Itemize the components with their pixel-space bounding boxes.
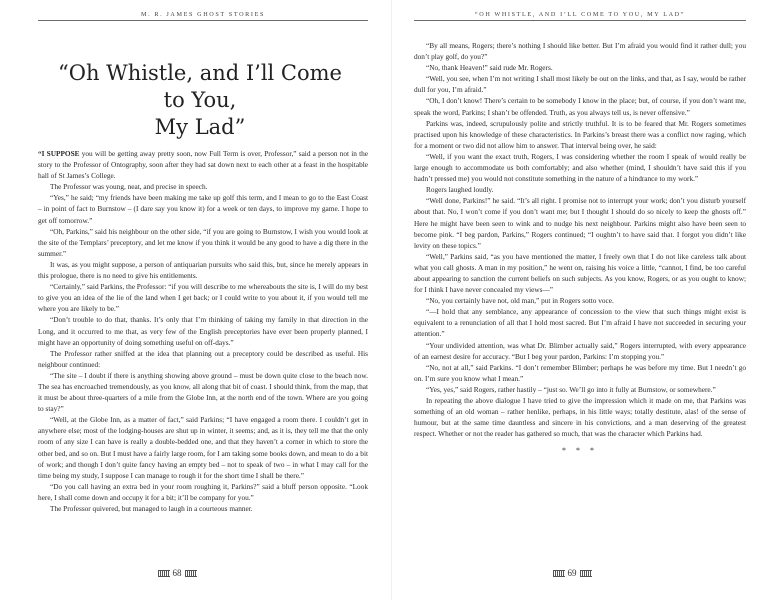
chapter-title-line-1: “Oh Whistle, and I’ll Come to You, (58, 61, 342, 113)
paragraph: “The site – I doubt if there is anything showing above ground – must be down quite close to the beach now. The sea has encroached tremendously, as you know, all along that bit of coast. I should think, from the map, that it must be about three-quarters of a mile from the Globe Inn, at the north end of the town. Where are you going to stay?” (38, 370, 368, 414)
paragraph: Rogers laughed loudly. (426, 185, 494, 195)
chapter-title (50, 60, 350, 141)
running-head-right: “OH WHISTLE, AND I’LL COME TO YOU, MY LAD” (474, 11, 686, 18)
right-body-text (414, 40, 746, 456)
folio-ornament-icon (580, 570, 592, 577)
paragraph: “Yes, yes,” said Rogers, rather hastily – “just so. We’ll go into it fully at Burnstow, or somewhere.” (426, 384, 716, 394)
right-page (392, 0, 784, 600)
paragraph: “Don’t trouble to do that, thanks. It’s only that I’m thinking of taking my family in that direction in the Long, and it occurred to me that, as very few of the English preceptories have ever been properly planned, I might have an opportunity of doing something useful on off-days.” (38, 315, 368, 347)
paragraph: The Professor quivered, but managed to laugh in a courteous manner. (50, 504, 253, 513)
paragraph: It was, as you might suppose, a person of antiquarian pursuits who said this, but, since he merely appears in this prologue, there is no need to give his entitlements. (38, 259, 368, 281)
section-break: * * * (562, 446, 598, 456)
header-rule-right (414, 20, 746, 21)
paragraph: The Professor rather sniffed at the idea that planning out a preceptory could be described as useful. His neighbour continued: (38, 348, 368, 369)
left-body-text (38, 148, 368, 514)
page-number-right: 69 (532, 568, 612, 578)
paragraph: “Well, at the Globe Inn, as a matter of fact,” said Parkins; “I have engaged a room there. I couldn’t get in anywhere else; most of the lodging-houses are shut up in winter, it seems; and, as it is, they tell me that the only room of any size I can have is really a double-bedded one, and that they haven’t a corner in which to store the other bed, and so on. But I must have a fairly large room, for I am taking some books down, and mean to do a bit of work; and though I don’t quite fancy having an empty bed – not to speak of two – in what I may call for the time being my study, I suppose I can manage to rough it for the short time I shall be there.” (38, 415, 368, 480)
folio-ornament-icon (158, 570, 170, 577)
paragraph: “No, you certainly have not, old man,” put in Rogers sotto voce. (426, 296, 614, 306)
chapter-title-line-2: My Lad” (154, 115, 246, 140)
paragraph: “I SUPPOSE you will be getting away pretty soon, now Full Term is over, Professor,” said a person not in the story to the Professor of Ontography, soon after they had sat down next to each other at a feast in the hospitable hall of St James’s College. (38, 149, 368, 181)
paragraph: “Your undivided attention, was what Dr. Blimber actually said,” Rogers interrupted, with every appearance of an earnest desire for accuracy. “But I beg your pardon, Parkins: I’m stopping you.” (414, 340, 746, 361)
paragraph: “No, not at all,” said Parkins. “I don’t remember Blimber; perhaps he was before my time. But I needn’t go on. I’m sure you know what I mean.” (414, 362, 746, 383)
folio-ornament-icon (185, 570, 197, 577)
paragraph: “Do you call having an extra bed in your room roughing it, Parkins?” said a bluff person opposite. “Look here, I shall come down and occupy it for a bit; it’ll be company for you.” (38, 481, 368, 502)
paragraph: Parkins was, indeed, scrupulously polite and strictly truthful. It is to be feared that Mr. Rogers sometimes practised upon his knowledge of these characteristics. In Parkins’s breast there was a conflict now raging, which for a moment or two did not allow him to answer. That interval being over, he said: (414, 118, 746, 150)
page-number-left: 68 (137, 568, 217, 578)
paragraph: “Certainly,” said Parkins, the Professor: “if you will describe to me whereabouts the site is, I will do my best to give you an idea of the lie of the land when I get back; or I could write to you about it, if you would tell me where you are likely to be.” (38, 282, 368, 314)
paragraph: The Professor was young, neat, and precise in speech. (50, 182, 208, 192)
paragraph: “By all means, Rogers; there’s nothing I should like better. But I’m afraid you would find it rather dull; you don’t play golf, do you?” (414, 41, 746, 62)
paragraph: “Oh, I don’t know! There’s certain to be somebody I know in the place; but, of course, if you don’t want me, speak the word, Parkins; I shan’t be offended. Truth, as you always tell us, is never offensive.” (414, 96, 746, 117)
paragraph: “—I hold that any semblance, any appearance of concession to the view that such things might exist is equivalent to a renunciation of all that I hold most sacred. But I’m afraid I have not succeeded in securing your attention.” (414, 307, 746, 339)
running-head-left: M. R. JAMES GHOST STORIES (140, 11, 265, 18)
opening-words: “I SUPPOSE (38, 149, 80, 158)
paragraph: “Well,” Parkins said, “as you have mentioned the matter, I freely own that I do not like careless talk about what you call ghosts. A man in my position,” he went on, raising his voice a little, “cannot, I find, be too careful about appearing to sanction the current beliefs on such subjects. As you know, Rogers, or as you ought to know; for I think I have never concealed my views—” (414, 251, 746, 295)
paragraph: “No, thank Heaven!” said rude Mr. Rogers. (426, 63, 553, 73)
folio-ornament-icon (553, 570, 565, 577)
paragraph: “Well, you see, when I’m not writing I shall most likely be out on the links, and that, as I say, would be rather dull for you, I’m afraid.” (414, 74, 746, 95)
paragraph: “Well done, Parkins!” he said. “It’s all right. I promise not to interrupt your work; don’t you disturb yourself about that. No, I won’t come if you don’t want me; but I thought I should do so nicely to keep the ghosts off.” Here he might have been seen to wink and to nudge his next neighbour. Parkins might also have been seen to become pink. “I beg pardon, Parkins,” Rogers continued; “I oughtn’t to have said that. I forgot you didn’t like levity on these topics.” (414, 196, 746, 250)
paragraph: In repeating the above dialogue I have tried to give the impression which it made on me, that Parkins was something of an old woman – rather henlike, perhaps, in his little ways; totally destitute, alas! of the sense of humour, but at the same time dauntless and sincere in his convictions, and a man deserving of the greatest respect. Whether or not the reader has gathered so much, that was the character which Parkins had. (414, 396, 746, 439)
paragraph: “Well, if you want the exact truth, Rogers, I was considering whether the room I speak of would really be large enough to accommodate us both comfortably; and also whether (mind, I shouldn’t have said this if you hadn’t pressed me) you would not constitute something in the nature of a hindrance to my work.” (414, 151, 746, 184)
header-rule-left (38, 20, 368, 21)
paragraph: “Oh, Parkins,” said his neighbour on the other side, “if you are going to Burnstow, I wish you would look at the site of the Templars’ preceptory, and let me know if you think it would be any good to have a dig there in the summer.” (38, 226, 368, 258)
paragraph: “Yes,” he said; “my friends have been making me take up golf this term, and I mean to go to the East Coast – in point of fact to Burnstow – (I dare say you know it) for a week or ten days, to improve my game. I hope to get off tomorrow.” (38, 193, 368, 225)
